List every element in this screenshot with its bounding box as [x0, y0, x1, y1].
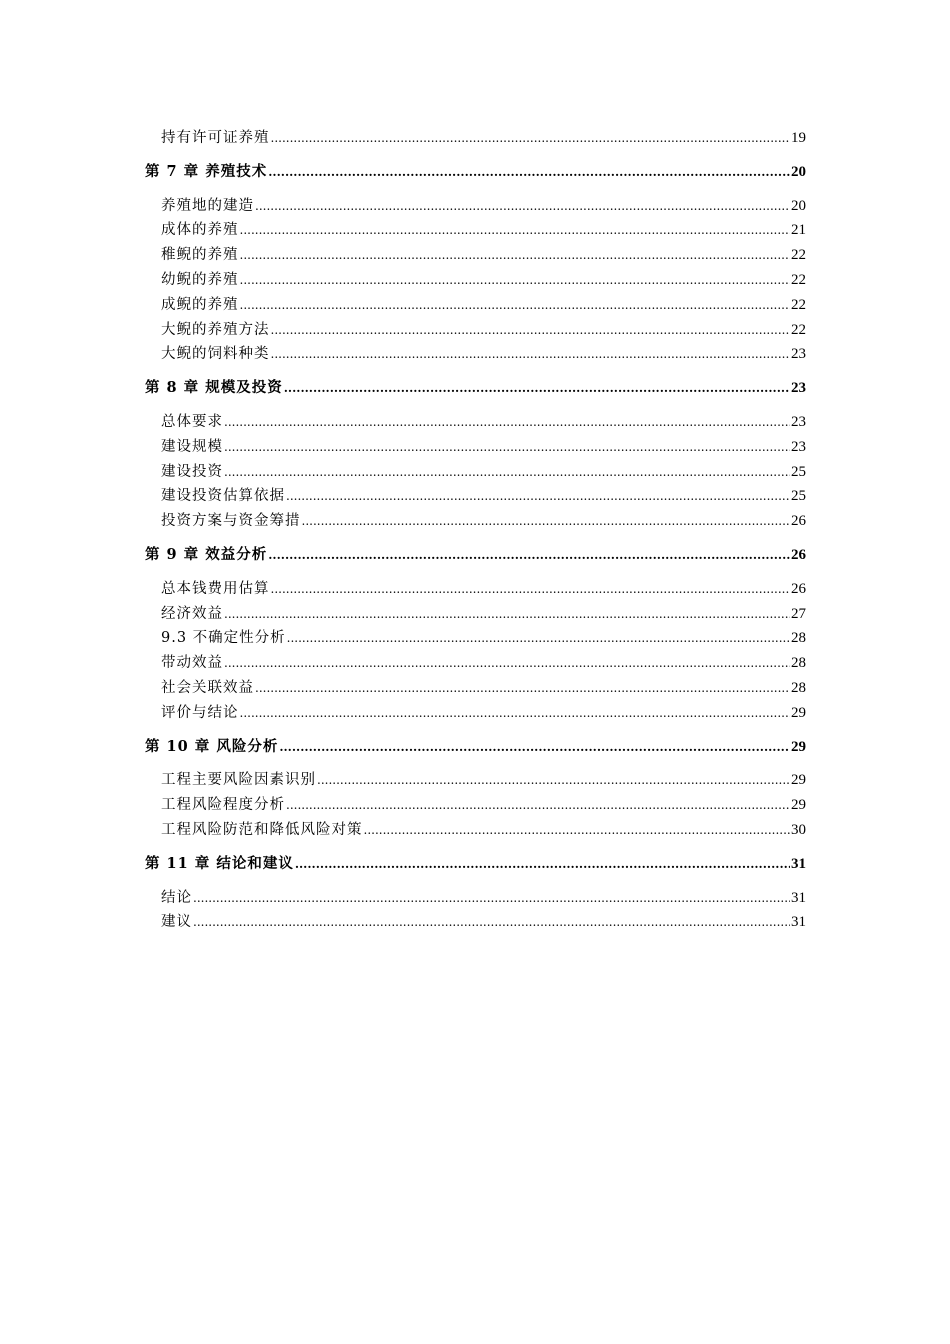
- toc-chapter-entry[interactable]: [145, 160, 806, 185]
- toc-dot-leader: [317, 768, 790, 793]
- toc-dot-leader: [224, 602, 790, 627]
- toc-dot-leader: [271, 577, 791, 602]
- toc-entry-label: 大鲵的饲料种类: [161, 346, 270, 363]
- toc-page-number: 22: [791, 271, 806, 288]
- toc-page-number: 22: [791, 296, 806, 313]
- toc-entry-label: 幼鲵的养殖: [161, 271, 239, 288]
- toc-page-number: 25: [791, 463, 806, 480]
- toc-dot-leader: [224, 460, 790, 485]
- toc-entry-label: 第 8 章 规模及投资: [145, 379, 283, 397]
- toc-page-number: 26: [791, 580, 806, 597]
- toc-section-entry[interactable]: [145, 318, 806, 343]
- toc-section-entry[interactable]: [145, 910, 806, 935]
- toc-page-number: 28: [791, 630, 806, 647]
- toc-entry-label: 第 7 章 养殖技术: [145, 162, 268, 180]
- toc-section-entry[interactable]: [145, 435, 806, 460]
- toc-chapter-entry[interactable]: [145, 543, 806, 568]
- toc-dot-leader: [284, 376, 790, 401]
- toc-entry-label: 大鲵的养殖方法: [161, 321, 270, 338]
- toc-entry-label: 总本钱费用估算: [161, 580, 270, 597]
- toc-page-number: 29: [791, 738, 806, 755]
- toc-entry-label: 结论: [161, 889, 192, 906]
- toc-dot-leader: [279, 735, 790, 760]
- toc-page-number: 27: [791, 605, 806, 622]
- table-of-contents: [145, 126, 806, 935]
- toc-dot-leader: [364, 818, 791, 843]
- toc-entry-label: 评价与结论: [161, 704, 239, 721]
- toc-dot-leader: [240, 218, 791, 243]
- toc-page-number: 23: [791, 380, 806, 397]
- toc-section-entry[interactable]: [145, 218, 806, 243]
- toc-entry-label: 工程主要风险因素识别: [161, 772, 316, 789]
- toc-dot-leader: [268, 160, 790, 185]
- toc-dot-leader: [268, 543, 790, 568]
- toc-page-number: 21: [791, 222, 806, 239]
- toc-dot-leader: [302, 509, 791, 534]
- toc-dot-leader: [224, 651, 790, 676]
- toc-chapter-entry[interactable]: [145, 852, 806, 877]
- toc-dot-leader: [271, 126, 791, 151]
- toc-page-number: 29: [791, 797, 806, 814]
- toc-page-number: 23: [791, 413, 806, 430]
- toc-section-entry[interactable]: [145, 886, 806, 911]
- toc-chapter-entry[interactable]: [145, 735, 806, 760]
- toc-page-number: 20: [791, 163, 806, 180]
- toc-section-entry[interactable]: [145, 293, 806, 318]
- toc-dot-leader: [240, 293, 791, 318]
- toc-section-entry[interactable]: [145, 818, 806, 843]
- toc-dot-leader: [286, 793, 790, 818]
- toc-page-number: 31: [791, 889, 806, 906]
- toc-section-entry[interactable]: [145, 126, 806, 151]
- toc-entry-label: 9.3 不确定性分析: [161, 630, 286, 647]
- toc-dot-leader: [240, 243, 791, 268]
- toc-page-number: 29: [791, 704, 806, 721]
- toc-section-entry[interactable]: [145, 626, 806, 651]
- toc-dot-leader: [271, 342, 791, 367]
- toc-dot-leader: [295, 852, 790, 877]
- toc-entry-label: 建设投资: [161, 463, 223, 480]
- toc-dot-leader: [240, 268, 791, 293]
- toc-section-entry[interactable]: [145, 484, 806, 509]
- toc-entry-label: 第 9 章 效益分析: [145, 545, 268, 563]
- toc-dot-leader: [255, 676, 790, 701]
- toc-page-number: 20: [791, 197, 806, 214]
- toc-section-entry[interactable]: [145, 793, 806, 818]
- toc-page-number: 23: [791, 438, 806, 455]
- toc-entry-label: 养殖地的建造: [161, 197, 254, 214]
- toc-entry-label: 工程风险防范和降低风险对策: [161, 821, 363, 838]
- toc-section-entry[interactable]: [145, 651, 806, 676]
- toc-page-number: 26: [791, 546, 806, 563]
- toc-section-entry[interactable]: [145, 194, 806, 219]
- toc-entry-label: 建设投资估算依据: [161, 488, 285, 505]
- toc-page-number: 28: [791, 655, 806, 672]
- toc-entry-label: 成鲵的养殖: [161, 296, 239, 313]
- toc-dot-leader: [193, 910, 790, 935]
- toc-dot-leader: [193, 886, 790, 911]
- toc-dot-leader: [224, 410, 790, 435]
- toc-page-number: 23: [791, 346, 806, 363]
- toc-entry-label: 社会关联效益: [161, 679, 254, 696]
- toc-entry-label: 投资方案与资金筹措: [161, 513, 301, 530]
- toc-section-entry[interactable]: [145, 342, 806, 367]
- toc-section-entry[interactable]: [145, 701, 806, 726]
- toc-section-entry[interactable]: [145, 602, 806, 627]
- toc-page-number: 26: [791, 513, 806, 530]
- toc-entry-label: 工程风险程度分析: [161, 797, 285, 814]
- toc-section-entry[interactable]: [145, 460, 806, 485]
- toc-entry-label: 建设规模: [161, 438, 223, 455]
- toc-page-number: 19: [791, 130, 806, 146]
- toc-entry-label: 带动效益: [161, 655, 223, 672]
- toc-entry-label: 第 10 章 风险分析: [145, 737, 279, 755]
- toc-section-entry[interactable]: [145, 676, 806, 701]
- toc-dot-leader: [287, 626, 790, 651]
- toc-section-entry[interactable]: [145, 410, 806, 435]
- toc-section-entry[interactable]: [145, 768, 806, 793]
- toc-dot-leader: [224, 435, 790, 460]
- toc-section-entry[interactable]: [145, 509, 806, 534]
- toc-entry-label: 第 11 章 结论和建议: [145, 854, 294, 872]
- toc-page-number: 31: [791, 855, 806, 872]
- toc-page-number: 22: [791, 321, 806, 338]
- toc-page-number: 31: [791, 914, 806, 931]
- toc-dot-leader: [286, 484, 790, 509]
- toc-chapter-entry[interactable]: [145, 376, 806, 401]
- toc-section-entry[interactable]: [145, 268, 806, 293]
- toc-dot-leader: [271, 318, 791, 343]
- toc-entry-label: 总体要求: [161, 413, 223, 430]
- toc-section-entry[interactable]: [145, 577, 806, 602]
- toc-dot-leader: [255, 194, 790, 219]
- toc-page-number: 29: [791, 772, 806, 789]
- toc-entry-label: 稚鲵的养殖: [161, 247, 239, 264]
- toc-entry-label: 建议: [161, 914, 192, 931]
- toc-dot-leader: [240, 701, 791, 726]
- toc-page-number: 30: [791, 821, 806, 838]
- toc-entry-label: 持有许可证养殖: [161, 130, 270, 146]
- toc-section-entry[interactable]: [145, 243, 806, 268]
- toc-page-number: 22: [791, 247, 806, 264]
- toc-entry-label: 成体的养殖: [161, 222, 239, 239]
- toc-page-number: 28: [791, 679, 806, 696]
- toc-page-number: 25: [791, 488, 806, 505]
- toc-entry-label: 经济效益: [161, 605, 223, 622]
